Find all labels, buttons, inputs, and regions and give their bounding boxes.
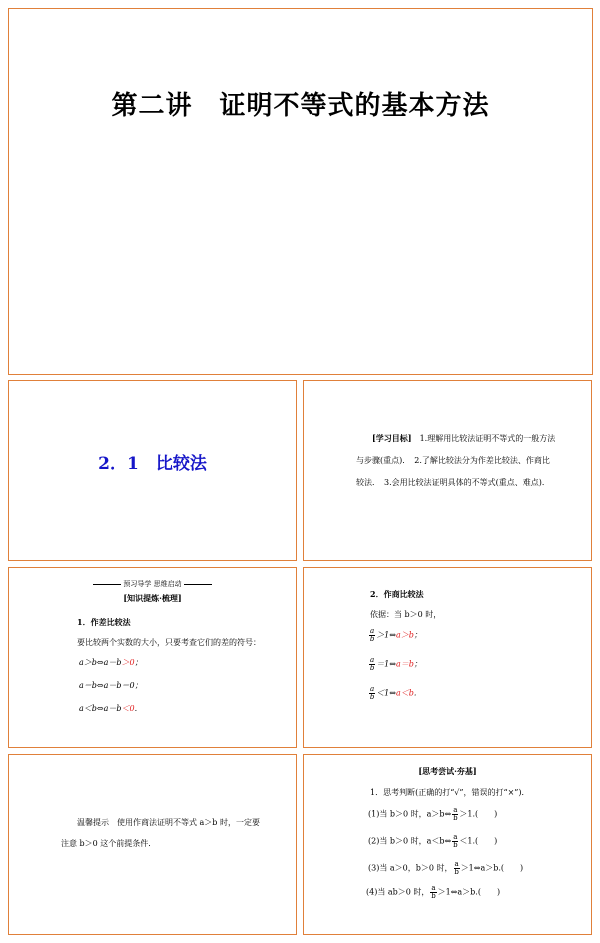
objectives-line-3: 较法． 3.会用比较法证明具体的不等式(重点、难点)． <box>356 478 550 487</box>
slide-quotient-method <box>303 567 592 748</box>
exercise-subheading: [思考尝试·夯基] <box>418 766 477 776</box>
fraction-a-over-b: $\frac{a}{b}$ <box>369 685 375 701</box>
fraction-a-over-b: $\frac{a}{b}$ <box>454 860 459 876</box>
exercise-item-2: (2)当 b＞0 时，a＜b⇔ $\frac{a}{b}$ ＜1.( ) <box>368 833 498 849</box>
difference-rule-1: a＞b⇔a－b＞0； <box>79 658 143 667</box>
difference-rule-3: a＜b⇔a－b＜0. <box>79 704 138 713</box>
section-title: 2．1 比较法 <box>98 454 207 474</box>
exercise-intro: 1．思考判断(正确的打“√”，错误的打“×”)． <box>370 788 530 797</box>
banner-line-left <box>93 584 121 585</box>
slide-section <box>8 380 297 561</box>
tip-line-2: 注意 b＞0 这个前提条件． <box>61 839 157 848</box>
fraction-a-over-b: $\frac{a}{b}$ <box>369 656 375 672</box>
quotient-rule-3: $\frac{a}{b}$ ＜1⇔a＜b. <box>369 685 417 701</box>
lecture-title: 第二讲 证明不等式的基本方法 <box>111 91 490 121</box>
fraction-a-over-b: $\frac{a}{b}$ <box>453 806 458 822</box>
exercise-item-1: (1)当 b＞0 时，a＞b⇔ $\frac{a}{b}$ ＞1.( ) <box>368 806 498 822</box>
banner-line-right <box>184 584 212 585</box>
fraction-a-over-b: $\frac{a}{b}$ <box>431 884 436 900</box>
preview-banner: 预习导学 思维启动 <box>9 579 296 589</box>
exercise-item-4: (4)当 ab＞0 时， $\frac{a}{b}$ ＞1⇔a＞b.( ) <box>366 884 501 900</box>
quotient-rule-1: $\frac{a}{b}$ ＞1⇔a＞b； <box>369 627 422 643</box>
objectives-label: [学习目标] <box>372 433 412 443</box>
fraction-a-over-b: $\frac{a}{b}$ <box>369 627 375 643</box>
difference-method-desc: 要比较两个实数的大小，只要考查它们的差的符号： <box>77 638 261 647</box>
difference-rule-2: a＝b⇔a－b＝0； <box>79 681 143 690</box>
quotient-method-basis: 依据：当 b＞0 时， <box>370 610 442 619</box>
slide-objectives <box>303 380 592 561</box>
exercise-item-3: (3)当 a＞0，b＞0 时， $\frac{a}{b}$ ＞1⇔a＞b.( ) <box>368 860 524 876</box>
slide-title <box>8 8 593 375</box>
objectives-line-1: [学习目标] 1.理解用比较法证明不等式的一般方法 <box>372 433 556 443</box>
fraction-a-over-b: $\frac{a}{b}$ <box>453 833 458 849</box>
slide-difference-method <box>8 567 297 748</box>
quotient-rule-2: $\frac{a}{b}$ ＝1⇔a＝b； <box>369 656 422 672</box>
slide-tip <box>8 754 297 935</box>
quotient-method-heading: 2．作商比较法 <box>370 589 424 599</box>
difference-method-heading: 1．作差比较法 <box>77 617 131 627</box>
slide-exercises <box>303 754 592 935</box>
objectives-line-2: 与步骤(重点)． 2.了解比较法分为作差比较法、作商比 <box>356 456 550 465</box>
tip-line-1: 温馨提示 使用作商法证明不等式 a＞b 时，一定要 <box>77 818 260 827</box>
knowledge-subheading: [知识提炼·梳理] <box>123 593 182 603</box>
